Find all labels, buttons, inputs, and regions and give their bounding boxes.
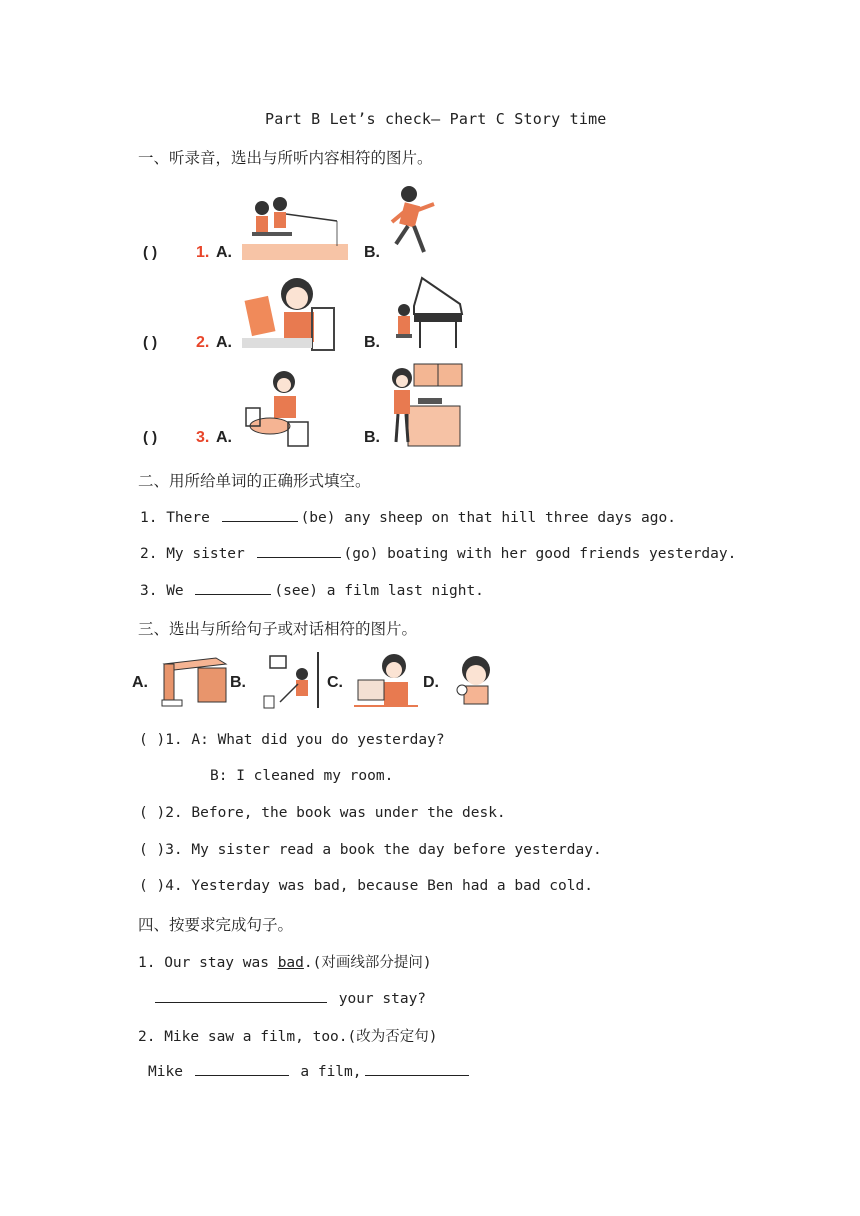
fishing-boys-picture [242, 196, 348, 262]
section2-heading: 二、用所给单词的正确形式填空。 [138, 472, 371, 490]
fill-item-1-post: any sheep on that hill three days ago. [344, 510, 676, 526]
girl-reading-picture [242, 272, 336, 352]
rewrite-question-1 [138, 951, 432, 972]
match-text-1: 1. A: What did you do yesterday? [165, 732, 445, 748]
rewrite-answer-1-tail: your stay? [338, 991, 427, 1007]
fill-item-2-pre: 2. My sister [140, 546, 245, 562]
item-number-2: 2. [196, 334, 210, 351]
fill-item-2-post: boating with her good friends yesterday. [387, 546, 737, 562]
fill-item-3-hint: (see) [274, 583, 319, 599]
section4-heading: 四、按要求完成句子。 [138, 916, 294, 934]
rewrite-blank-2b[interactable] [365, 1061, 469, 1076]
fill-item-3-post: a film last night. [326, 583, 484, 599]
match-text-1b: B: I cleaned my room. [210, 768, 394, 784]
choice-b-label: B. [230, 674, 246, 691]
desk-picture [158, 654, 228, 708]
item-number-1: 1. [196, 244, 210, 261]
match-paren-4[interactable]: ( ) [139, 878, 166, 894]
match-text-3: 3. My sister read a book the day before yesterday. [165, 842, 602, 858]
sick-boy-picture [452, 654, 500, 708]
rewrite-blank-1[interactable] [155, 988, 327, 1003]
option-b-label-2: B. [364, 334, 380, 351]
fill-item-1-pre: 1. There [140, 510, 210, 526]
match-item-3 [139, 842, 602, 858]
girl-piano-picture [392, 274, 466, 352]
fill-blank-1[interactable] [222, 507, 298, 522]
section1-heading: 一、听录音，选出与所听内容相符的图片。 [138, 149, 433, 167]
rewrite-answer-2-mid: a film, [300, 1064, 362, 1080]
fill-item-1 [140, 507, 676, 526]
page-title: Part B Let’s check— Part C Story time [265, 110, 607, 128]
match-paren-1[interactable]: ( ) [139, 732, 166, 748]
fill-item-1-hint: (be) [300, 510, 336, 526]
match-text-2: 2. Before, the book was under the desk. [165, 805, 506, 821]
match-item-4 [139, 878, 593, 894]
fill-item-2-hint: (go) [343, 546, 379, 562]
match-item-2 [139, 805, 506, 821]
choice-c-label: C. [327, 674, 343, 691]
fill-blank-3[interactable] [195, 580, 271, 595]
answer-paren-1[interactable]: ( ) [143, 244, 158, 261]
rewrite-answer-1 [152, 988, 426, 1007]
item-number-3: 3. [196, 429, 210, 446]
rewrite-q1-post: .(对画线部分提问) [303, 955, 432, 971]
option-a-label-2: A. [216, 334, 232, 351]
fill-item-3-pre: 3. We [140, 583, 184, 599]
match-item-1b [210, 768, 393, 784]
rewrite-blank-2a[interactable] [195, 1061, 289, 1076]
answer-paren-2[interactable]: ( ) [143, 334, 158, 351]
rewrite-q1-pre: 1. Our stay was [138, 955, 278, 971]
underlined-word: bad [277, 955, 304, 971]
rewrite-question-2: 2. Mike saw a film, too.(改为否定句) [138, 1029, 438, 1045]
girl-with-book-picture [354, 652, 418, 708]
match-text-4: 4. Yesterday was bad, because Ben had a bad cold. [165, 878, 593, 894]
choice-a-label: A. [132, 674, 148, 691]
option-a-label-3: A. [216, 429, 232, 446]
rewrite-answer-2 [148, 1061, 472, 1080]
running-boy-picture [384, 184, 440, 260]
match-paren-3[interactable]: ( ) [139, 842, 166, 858]
option-a-label-1: A. [216, 244, 232, 261]
match-paren-2[interactable]: ( ) [139, 805, 166, 821]
fill-blank-2[interactable] [257, 543, 341, 558]
girl-cooking-picture [388, 362, 464, 448]
section3-heading: 三、选出与所给句子或对话相符的图片。 [138, 620, 418, 638]
match-item-1 [139, 732, 445, 748]
option-b-label-1: B. [364, 244, 380, 261]
fill-item-3 [140, 580, 484, 599]
answer-paren-3[interactable]: ( ) [143, 429, 158, 446]
option-b-label-3: B. [364, 429, 380, 446]
girl-cleaning-picture [262, 652, 324, 710]
rewrite-answer-2-pre: Mike [148, 1064, 183, 1080]
girl-washing-clothes-picture [242, 366, 314, 448]
choice-d-label: D. [423, 674, 439, 691]
fill-item-2 [140, 543, 736, 562]
